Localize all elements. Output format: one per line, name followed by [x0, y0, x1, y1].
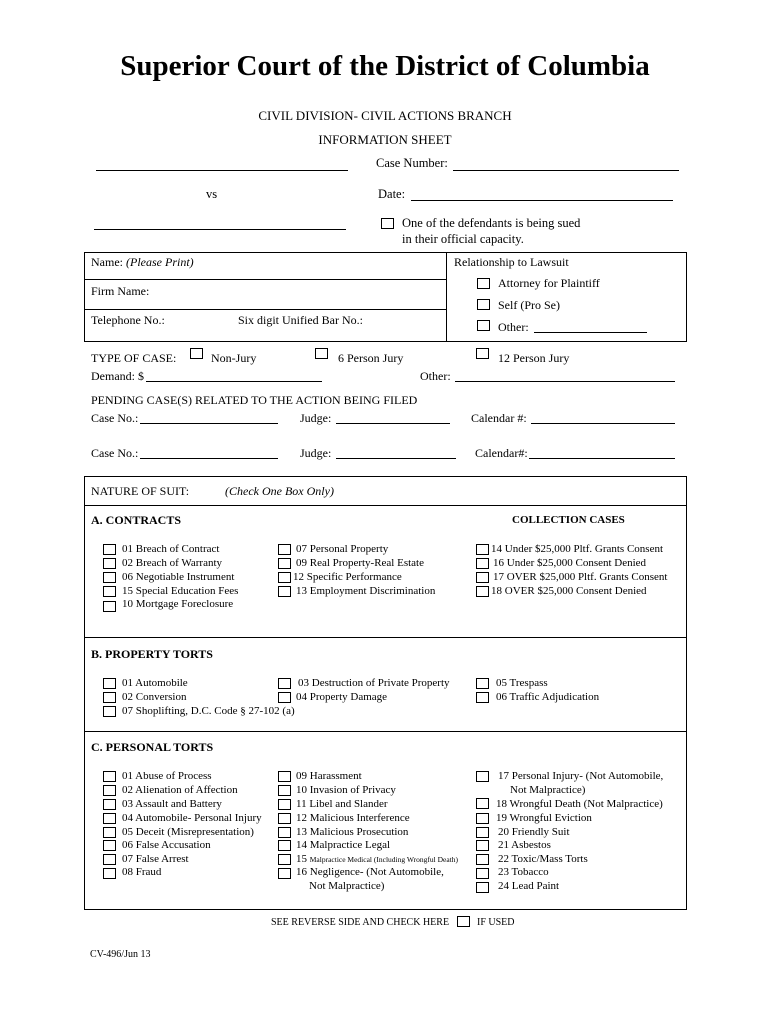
- pending-case-no-field-1[interactable]: [140, 423, 278, 424]
- case-number-field[interactable]: [453, 170, 679, 171]
- form-id: CV-496/Jun 13: [90, 949, 151, 960]
- official-capacity-text-1: One of the defendants is being sued: [402, 216, 581, 230]
- pending-calendar-label-2: Calendar#:: [475, 446, 528, 460]
- list-item: 12 Specific Performance: [293, 571, 402, 583]
- list-item: 22 Toxic/Mass Torts: [498, 853, 588, 865]
- list-item: 01 Abuse of Process: [122, 770, 212, 782]
- other-relationship-checkbox[interactable]: [477, 320, 490, 331]
- list-item: 02 Alienation of Affection: [122, 784, 238, 796]
- list-item: 08 Fraud: [122, 866, 162, 878]
- list-item: 14 Under $25,000 Pltf. Grants Consent: [491, 543, 664, 555]
- list-item: 05 Trespass: [496, 677, 548, 689]
- list-item: 14 Malpractice Legal: [296, 839, 391, 851]
- personal-heading: C. PERSONAL TORTS: [91, 740, 214, 754]
- checkbox[interactable]: [278, 544, 291, 555]
- checkbox[interactable]: [103, 692, 116, 703]
- list-item-16: 16 Negligence- (Not Automobile,: [296, 866, 444, 878]
- pending-case-no-label-2: Case No.:: [91, 446, 139, 460]
- list-item-16-cont: Not Malpractice): [309, 880, 385, 892]
- list-item: 02 Conversion: [122, 691, 187, 703]
- list-item: 09 Real Property-Real Estate: [296, 557, 424, 569]
- reverse-side-label: SEE REVERSE SIDE AND CHECK HERE: [271, 917, 450, 928]
- list-item: 18 OVER $25,000 Consent Denied: [491, 585, 647, 597]
- type-of-case-label: TYPE OF CASE:: [91, 351, 177, 365]
- checkbox[interactable]: [278, 572, 291, 583]
- list-item: 19 Wrongful Eviction: [496, 812, 592, 824]
- reverse-side-checkbox[interactable]: [457, 916, 470, 927]
- court-title: Superior Court of the District of Columbia: [120, 50, 650, 82]
- attorney-plaintiff-checkbox[interactable]: [477, 278, 490, 289]
- checkbox[interactable]: [278, 840, 291, 851]
- pro-se-checkbox[interactable]: [477, 299, 490, 310]
- list-item: 07 False Arrest: [122, 853, 189, 865]
- other-relationship-label: Other:: [498, 320, 529, 334]
- six-person-jury-checkbox[interactable]: [315, 348, 328, 359]
- checkbox[interactable]: [103, 854, 116, 865]
- checkbox[interactable]: [103, 558, 116, 569]
- nature-hint: (Check One Box Only): [225, 484, 334, 498]
- checkbox[interactable]: [103, 706, 116, 717]
- list-item: 15 Special Education Fees: [122, 585, 239, 597]
- checkbox[interactable]: [278, 586, 291, 597]
- checkbox[interactable]: [476, 544, 489, 555]
- list-item: 23 Tobacco: [498, 866, 549, 878]
- vs-label: vs: [206, 187, 218, 201]
- list-item: 16 Under $25,000 Consent Denied: [493, 557, 647, 569]
- checkbox[interactable]: [476, 813, 489, 824]
- bar-number-label: Six digit Unified Bar No.:: [238, 313, 363, 327]
- firm-name-label: Firm Name:: [91, 284, 150, 298]
- non-jury-label: Non-Jury: [211, 351, 257, 365]
- list-item-17-cont: Not Malpractice): [510, 784, 586, 796]
- checkbox[interactable]: [278, 771, 291, 782]
- checkbox[interactable]: [103, 678, 116, 689]
- checkbox[interactable]: [278, 868, 291, 879]
- checkbox[interactable]: [476, 558, 489, 569]
- checkbox[interactable]: [103, 601, 116, 612]
- pending-case-no-label-1: Case No.:: [91, 411, 139, 425]
- checkbox[interactable]: [103, 827, 116, 838]
- list-item: 09 Harassment: [296, 770, 362, 782]
- checkbox[interactable]: [103, 785, 116, 796]
- pending-judge-label-1: Judge:: [300, 411, 332, 425]
- list-item: 13 Malicious Prosecution: [296, 826, 409, 838]
- checkbox[interactable]: [476, 586, 489, 597]
- defendant-line[interactable]: [94, 229, 346, 230]
- list-item-15: 15 Malpractice Medical (Including Wrongful Death): [296, 853, 459, 865]
- checkbox[interactable]: [278, 785, 291, 796]
- other-label: Other:: [420, 369, 451, 383]
- checkbox[interactable]: [103, 544, 116, 555]
- pending-calendar-field-2[interactable]: [529, 458, 675, 459]
- list-item: 13 Employment Discrimination: [296, 585, 436, 597]
- property-heading: B. PROPERTY TORTS: [91, 647, 213, 661]
- sheet-heading: INFORMATION SHEET: [318, 132, 452, 147]
- list-item: 02 Breach of Warranty: [122, 557, 223, 569]
- checkbox[interactable]: [476, 572, 489, 583]
- checkbox[interactable]: [278, 678, 291, 689]
- checkbox[interactable]: [476, 692, 489, 703]
- list-item: 12 Malicious Interference: [296, 812, 410, 824]
- pending-judge-field-1[interactable]: [336, 423, 450, 424]
- checkbox[interactable]: [476, 840, 489, 851]
- pending-judge-label-2: Judge:: [300, 446, 332, 460]
- list-item: 05 Deceit (Misrepresentation): [122, 826, 254, 838]
- list-item: 10 Mortgage Foreclosure: [122, 598, 234, 610]
- checkbox[interactable]: [476, 798, 489, 809]
- list-item: 07 Personal Property: [296, 543, 389, 555]
- case-number-label: Case Number:: [376, 156, 448, 170]
- date-label: Date:: [378, 187, 406, 201]
- attorney-plaintiff-label: Attorney for Plaintiff: [498, 276, 600, 290]
- non-jury-checkbox[interactable]: [190, 348, 203, 359]
- list-item: 06 Traffic Adjudication: [496, 691, 600, 703]
- if-used-label: IF USED: [477, 917, 515, 928]
- official-capacity-checkbox[interactable]: [381, 218, 394, 229]
- checkbox[interactable]: [278, 813, 291, 824]
- checkbox[interactable]: [476, 771, 489, 782]
- list-item: 01 Breach of Contract: [122, 543, 220, 555]
- list-item: 01 Automobile: [122, 677, 188, 689]
- official-capacity-text-2: in their official capacity.: [402, 232, 524, 246]
- list-item: 18 Wrongful Death (Not Malpractice): [496, 798, 663, 810]
- checkbox[interactable]: [476, 868, 489, 879]
- date-field[interactable]: [411, 200, 673, 201]
- telephone-label: Telephone No.:: [91, 313, 165, 327]
- list-item: 21 Asbestos: [498, 839, 551, 851]
- other-field[interactable]: [455, 381, 675, 382]
- list-item: 03 Destruction of Private Property: [298, 677, 450, 689]
- list-item: 04 Automobile- Personal Injury: [122, 812, 262, 824]
- pro-se-label: Self (Pro Se): [498, 298, 560, 312]
- list-item: 20 Friendly Suit: [498, 826, 570, 838]
- checkbox[interactable]: [103, 586, 116, 597]
- pending-calendar-field-1[interactable]: [531, 423, 675, 424]
- name-label: Name: (Please Print): [91, 255, 194, 269]
- twelve-person-jury-checkbox[interactable]: [476, 348, 489, 359]
- checkbox[interactable]: [278, 558, 291, 569]
- checkbox[interactable]: [278, 692, 291, 703]
- list-item: 06 Negotiable Instrument: [122, 571, 235, 583]
- pending-heading: PENDING CASE(S) RELATED TO THE ACTION BEING FILED: [91, 393, 418, 407]
- checkbox[interactable]: [476, 827, 489, 838]
- pending-judge-field-2[interactable]: [336, 458, 456, 459]
- checkbox[interactable]: [278, 799, 291, 810]
- checkbox[interactable]: [103, 771, 116, 782]
- twelve-person-jury-label: 12 Person Jury: [498, 351, 570, 365]
- six-person-jury-label: 6 Person Jury: [338, 351, 404, 365]
- checkbox[interactable]: [278, 827, 291, 838]
- list-item: 06 False Accusation: [122, 839, 211, 851]
- checkbox[interactable]: [103, 813, 116, 824]
- division-heading: CIVIL DIVISION- CIVIL ACTIONS BRANCH: [258, 108, 512, 123]
- list-item: 24 Lead Paint: [498, 880, 560, 892]
- checkbox[interactable]: [476, 882, 489, 893]
- list-item-17: 17 Personal Injury- (Not Automobile,: [498, 770, 664, 782]
- pending-case-no-field-2[interactable]: [140, 458, 278, 459]
- checkbox[interactable]: [103, 868, 116, 879]
- pending-calendar-label-1: Calendar #:: [471, 411, 527, 425]
- contracts-heading: A. CONTRACTS: [91, 513, 182, 527]
- checkbox[interactable]: [476, 854, 489, 865]
- list-item: 17 OVER $25,000 Pltf. Grants Consent: [493, 571, 668, 583]
- checkbox[interactable]: [476, 678, 489, 689]
- collection-heading: COLLECTION CASES: [512, 514, 625, 526]
- plaintiff-line[interactable]: [96, 170, 348, 171]
- checkbox[interactable]: [103, 799, 116, 810]
- list-item: 04 Property Damage: [296, 691, 388, 703]
- list-item: 03 Assault and Battery: [122, 798, 222, 810]
- demand-field[interactable]: [146, 381, 322, 382]
- demand-label: Demand: $: [91, 369, 144, 383]
- checkbox[interactable]: [103, 572, 116, 583]
- other-relationship-field[interactable]: [534, 332, 647, 333]
- relationship-heading: Relationship to Lawsuit: [454, 255, 569, 269]
- list-item: 11 Libel and Slander: [296, 798, 388, 810]
- checkbox[interactable]: [278, 854, 291, 865]
- nature-label: NATURE OF SUIT:: [91, 484, 190, 498]
- list-item: 07 Shoplifting, D.C. Code § 27-102 (a): [122, 705, 295, 717]
- checkbox[interactable]: [103, 840, 116, 851]
- list-item: 10 Invasion of Privacy: [296, 784, 396, 796]
